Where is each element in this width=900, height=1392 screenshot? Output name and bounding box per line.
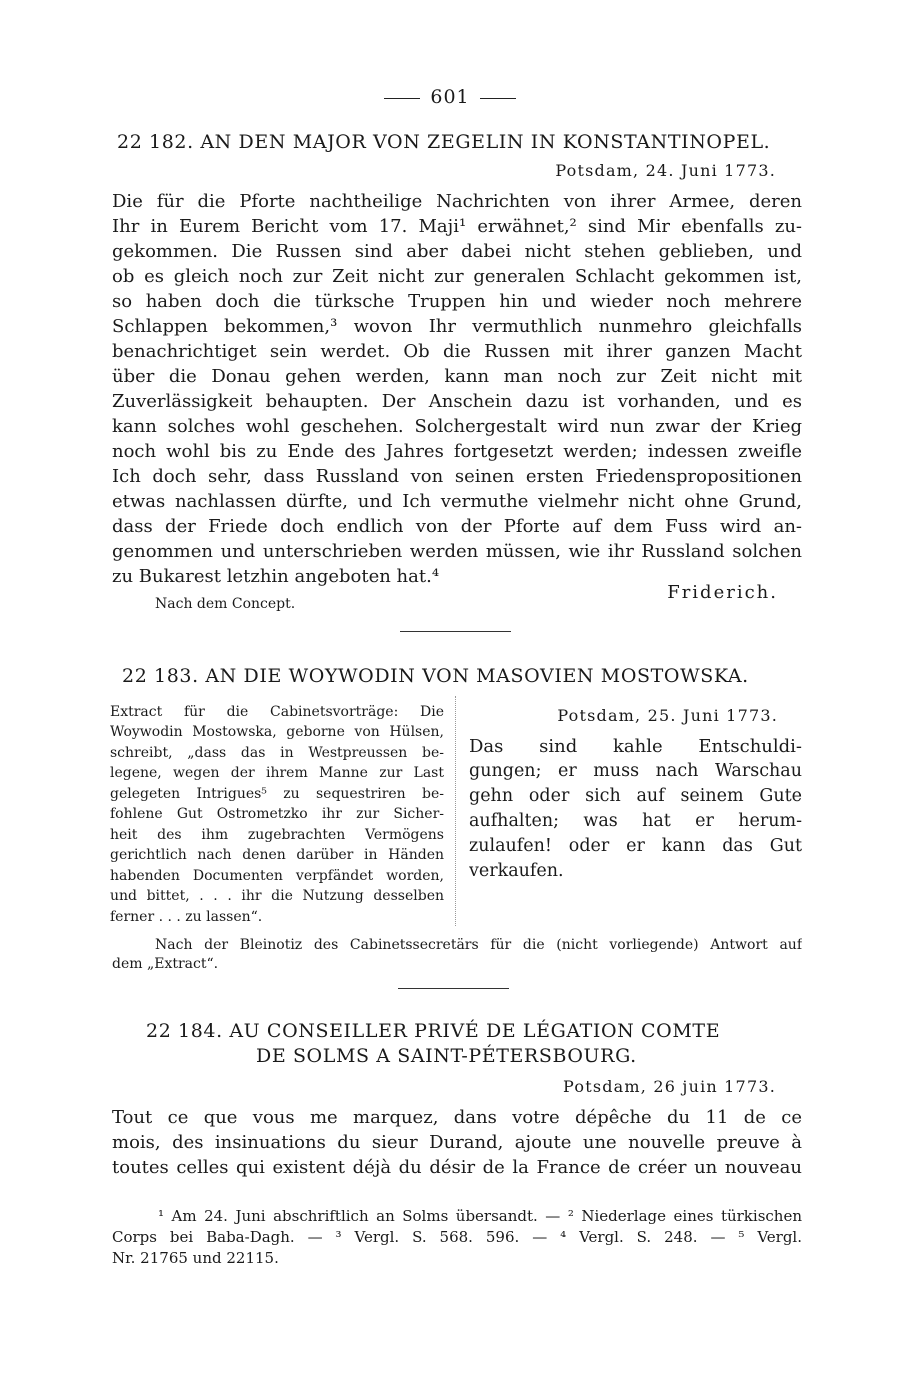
letter-22183-date: Potsdam, 25. Juni 1773. [557,706,778,725]
reply-line: verkaufen. [469,861,564,881]
letter-22184-date: Potsdam, 26 juin 1773. [563,1077,776,1096]
body-line: noch wohl bis zu Ende des Jahres fortgesetzt werden; indessen zweifle [112,441,802,462]
page-number-dash-right [480,98,516,99]
body-line: gekommen. Die Russen sind aber dabei nicht stehen geblieben, und [112,241,802,262]
extract-line: gelegeten Intrigues⁵ zu sequestriren be- [110,786,444,802]
body-line: Zuverlässigkeit behaupten. Der Anschein dazu ist vorhanden, und es [112,391,802,412]
body-line: kann solches wohl geschehen. Solchergestalt wird nun zwar der Krieg [112,416,802,437]
reply-line: aufhalten; was hat er herum- [469,811,802,831]
page-number-text: 601 [430,86,470,108]
extract-line: habenden Documenten verpfändet worden, [110,868,444,884]
letter-22183-source-note-line: dem „Extract“. [112,956,219,972]
column-separator [455,696,456,926]
body-line: Schlappen bekommen,³ wovon Ihr vermuthlich nunmehro gleichfalls [112,316,802,337]
extract-line: Extract für die Cabinetsvorträge: Die [110,704,444,720]
body-line: ob es gleich noch zur Zeit nicht zur generalen Schlacht gekommen ist, [112,266,802,287]
body-line: etwas nachlassen dürfte, und Ich vermuthe vielmehr nicht ohne Grund, [112,491,802,512]
extract-line: Woywodin Mostowska, geborne von Hülsen, [110,724,444,740]
section-divider [400,631,511,632]
extract-line: gerichtlich nach denen darüber in Händen [110,847,444,863]
body-line: zu Bukarest letzhin angeboten hat.⁴ [112,566,440,587]
footnote-line: ¹ Am 24. Juni abschriftlich an Solms übersandt. — ² Niederlage eines türkischen [158,1207,802,1225]
letter-22182-date: Potsdam, 24. Juni 1773. [555,161,776,180]
body-line: dass der Friede doch endlich von der Pforte auf dem Fuss wird an- [112,516,802,537]
body-line: so haben doch die türksche Truppen hin und wieder noch mehrere [112,291,802,312]
letter-22183-heading: 22 183. AN DIE WOYWODIN VON MASOVIEN MOSTOWSKA. [122,665,749,687]
letter-22182-source-note: Nach dem Concept. [155,596,296,612]
section-divider [398,988,509,989]
body-line: Tout ce que vous me marquez, dans votre dépêche du 11 de ce [112,1107,802,1128]
page-number-dash-left [384,98,420,99]
extract-line: und bittet, . . . ihr die Nutzung desselben [110,888,444,904]
letter-22182-heading: 22 182. AN DEN MAJOR VON ZEGELIN IN KONSTANTINOPEL. [117,131,771,153]
body-line: mois, des insinuations du sieur Durand, ajoute une nouvelle preuve à [112,1132,802,1153]
extract-line: fohlene Gut Ostrometzko ihr zur Sicher- [110,806,444,822]
page-number [0,86,900,108]
body-line: Ich doch sehr, dass Russland von seinen ersten Friedenspropositionen [112,466,802,487]
body-line: toutes celles qui existent déjà du désir de la France de créer un nouveau [112,1157,802,1178]
body-line: Ihr in Eurem Bericht vom 17. Maji¹ erwähnet,² sind Mir ebenfalls zu- [112,216,802,237]
body-line: genommen und unterschrieben werden müssen, wie ihr Russland solchen [112,541,802,562]
letter-22184-heading-line1: 22 184. AU CONSEILLER PRIVÉ DE LÉGATION COMTE [146,1020,721,1042]
letter-22184-heading-line2: DE SOLMS A SAINT-PÉTERSBOURG. [256,1045,637,1067]
reply-line: gehn oder sich auf seinem Gute [469,786,802,806]
extract-line: heit des ihm zugebrachten Vermögens [110,827,444,843]
footnote-line: Corps bei Baba-Dagh. — ³ Vergl. S. 568. 596. — ⁴ Vergl. S. 248. — ⁵ Vergl. [112,1228,802,1246]
body-line: über die Donau gehen werden, kann man noch zur Zeit nicht mit [112,366,802,387]
body-line: benachrichtiget sein werdet. Ob die Russen mit ihrer ganzen Macht [112,341,802,362]
letter-22182-signature: Friderich. [667,582,778,603]
extract-line: ferner . . . zu lassen“. [110,909,263,925]
extract-line: legene, wegen der ihrem Manne zur Last [110,765,444,781]
reply-line: Das sind kahle Entschuldi- [469,736,802,757]
body-line: Die für die Pforte nachtheilige Nachrichten von ihrer Armee, deren [112,191,802,212]
reply-line: zulaufen! oder er kann das Gut [469,836,802,856]
footnote-line: Nr. 21765 und 22115. [112,1249,279,1267]
reply-line: gungen; er muss nach Warschau [469,761,802,781]
extract-line: schreibt, „dass das in Westpreussen be- [110,745,444,761]
letter-22183-source-note-line: Nach der Bleinotiz des Cabinetssecretärs für die (nicht vorliegende) Antwort auf [155,937,802,953]
